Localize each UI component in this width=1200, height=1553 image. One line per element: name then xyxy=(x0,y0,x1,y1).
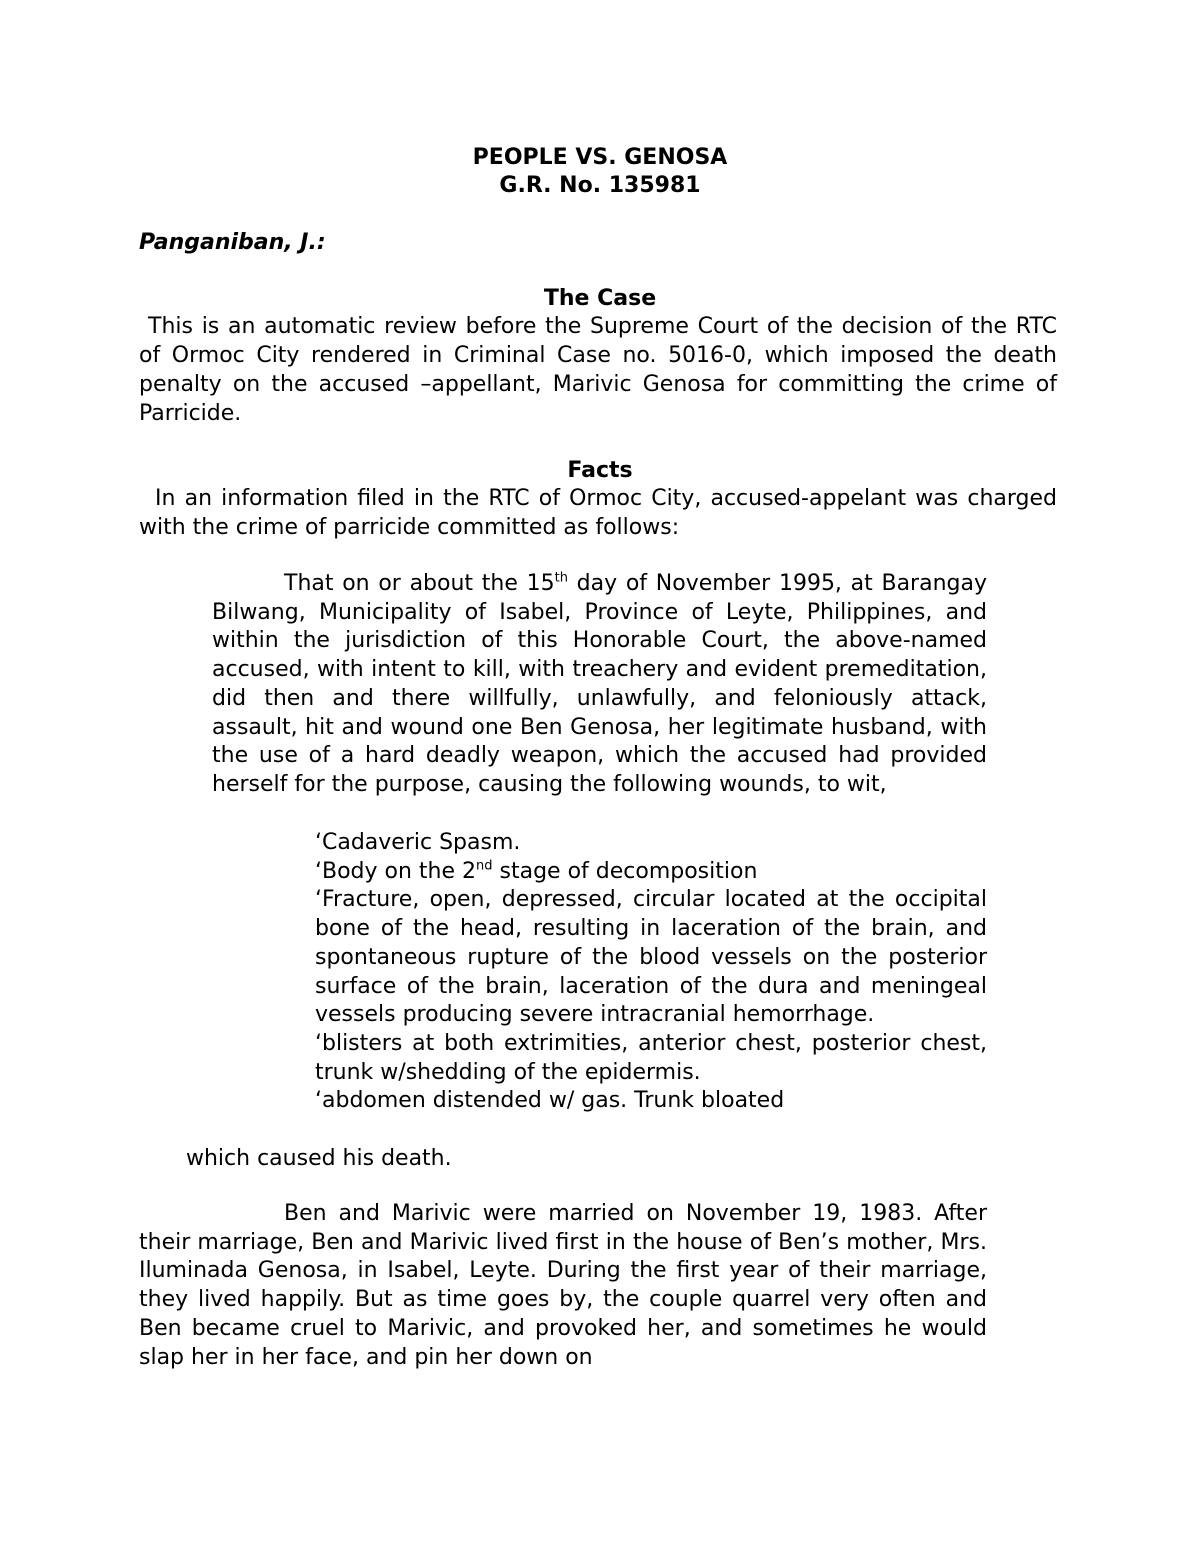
information-text-rest: day of November 1995, at Barangay Bilwang, Municipality of Isabel, Province of Leyte, Philippines, and within the jurisdiction of this Honorable Court, the above-named accused, with intent to kill, with treachery and evident premeditation, did then and there willfully, unlawfully, and feloniously attack, assault, hit and wound one Ben Genosa, her legitimate husband, with the use of a hard deadly weapon, which the accused had provided herself for the purpose, causing the following wounds, to wit, xyxy=(212,571,987,797)
ordinal-suffix: nd xyxy=(476,858,493,874)
wound-item: ‘blisters at both extrimities, anterior chest, posterior chest, trunk w/shedding of the epidermis. xyxy=(315,1030,987,1085)
section-heading-facts: Facts xyxy=(567,458,633,483)
narrative-paragraph: Ben and Marivic were married on November 19, 1983. After their marriage, Ben and Marivic lived first in the house of Ben’s mother, Mrs. Iluminada Genosa, in Isabel, Leyte. During the first year of their marriage, they lived happily. But as time goes by, the couple quarrel very often and Ben became cruel to Marivic, and provoked her, and sometimes he would slap her in her face, and pin her down on xyxy=(139,1201,987,1370)
wound-text-start: ‘Body on the 2 xyxy=(315,858,477,884)
ponente: Panganiban, J.: xyxy=(139,230,326,255)
information-closing: which caused his death. xyxy=(186,1146,452,1171)
wound-item: ‘abdomen distended w/ gas. Trunk bloated xyxy=(315,1088,785,1114)
information-quote xyxy=(212,570,987,800)
ordinal-suffix: th xyxy=(554,570,568,586)
information-text-start: That on or about the 15 xyxy=(284,571,555,596)
wound-item: ‘Cadaveric Spasm. xyxy=(315,830,521,855)
wound-item xyxy=(315,858,987,887)
facts-intro-paragraph: In an information filed in the RTC of Ormoc City, accused-appelant was charged with the crime of parricide committed as follows: xyxy=(139,486,1057,540)
section-heading-the-case: The Case xyxy=(543,286,657,311)
the-case-paragraph: This is an automatic review before the Supreme Court of the decision of the RTC of Ormoc City rendered in Criminal Case no. 5016-0, which imposed the death penalty on the accused –appellant, Marivic Genosa for committing the crime of Parricide. xyxy=(139,314,1057,426)
wound-text-rest: stage of decomposition xyxy=(492,858,758,884)
case-title: PEOPLE VS. GENOSA xyxy=(472,145,728,170)
case-number: G.R. No. 135981 xyxy=(499,173,701,198)
wound-item: ‘Fracture, open, depressed, circular located at the occipital bone of the head, resulting in laceration of the brain, and spontaneous rupture of the blood vessels on the posterior surface of the brain, laceration of the dura and meningeal vessels producing severe intracranial hemorrhage. xyxy=(315,887,987,1028)
wounds-list xyxy=(315,829,987,1116)
